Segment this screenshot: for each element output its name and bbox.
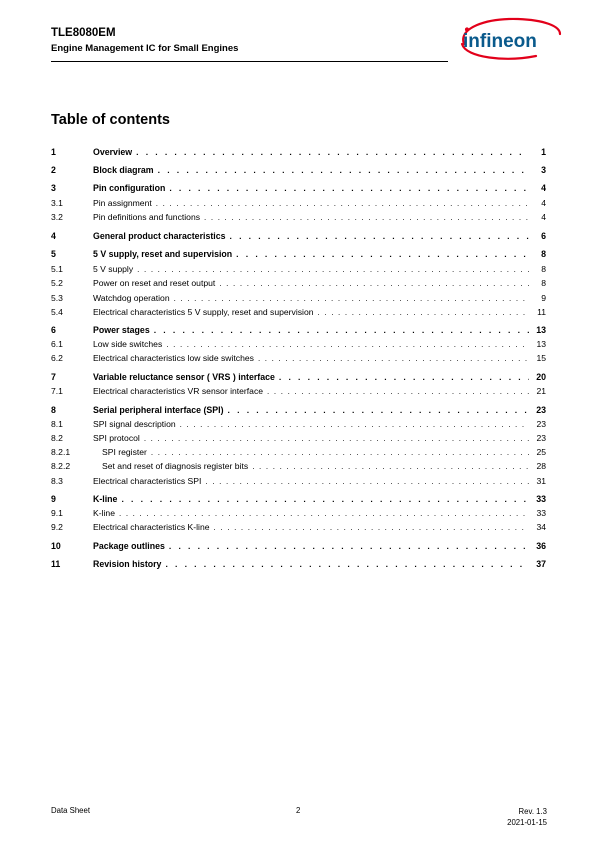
toc-entry[interactable] — [51, 164, 546, 176]
toc-entry-number: 6.1 — [51, 339, 63, 349]
toc-heading: Table of contents — [51, 112, 170, 128]
toc-entry[interactable] — [51, 493, 546, 505]
toc-entry-page: 23 — [536, 433, 546, 443]
toc-entry-number: 3.1 — [51, 198, 63, 208]
toc-entry-title[interactable]: Serial peripheral interface (SPI) — [93, 405, 224, 415]
toc-entry-number: 8.2.2 — [51, 461, 71, 471]
toc-entry[interactable] — [51, 211, 546, 223]
logo-text: infineon — [463, 31, 537, 52]
toc-entry-page: 36 — [536, 541, 546, 551]
toc-entry-title[interactable]: Electrical characteristics 5 V supply, reset and supervision — [93, 307, 314, 317]
toc-dot-leader — [158, 164, 529, 176]
toc-entry-number: 8.2 — [51, 433, 63, 443]
toc-entry-title[interactable]: Electrical characteristics K-line — [93, 522, 210, 532]
toc-dot-leader — [154, 324, 529, 336]
toc-entry-page: 25 — [536, 447, 546, 457]
infineon-logo — [456, 14, 564, 64]
toc-entry-number: 4 — [51, 231, 56, 241]
toc-entry[interactable] — [51, 182, 546, 194]
toc-entry-page: 23 — [536, 405, 546, 415]
toc-dot-leader — [214, 522, 529, 534]
toc-entry-title[interactable]: Pin assignment — [93, 198, 152, 208]
toc-entry-title[interactable]: 5 V supply, reset and supervision — [93, 249, 233, 259]
toc-entry-page: 6 — [541, 231, 546, 241]
header-rule — [51, 61, 448, 62]
toc-entry-title[interactable]: Low side switches — [93, 339, 163, 349]
toc-entry-number: 8.1 — [51, 419, 63, 429]
toc-entry-number: 10 — [51, 541, 61, 551]
toc-entry[interactable] — [51, 404, 546, 416]
toc-dot-leader — [144, 433, 529, 445]
toc-entry-page: 4 — [541, 183, 546, 193]
toc-entry-number: 8 — [51, 405, 56, 415]
toc-entry[interactable] — [51, 521, 546, 533]
toc-dot-leader — [258, 353, 529, 365]
toc-entry-number: 3.2 — [51, 212, 63, 222]
toc-entry-title[interactable]: General product characteristics — [93, 231, 226, 241]
toc-entry-page: 9 — [541, 293, 546, 303]
toc-entry-number: 5.1 — [51, 264, 63, 274]
toc-entry-page: 33 — [536, 494, 546, 504]
toc-entry[interactable] — [51, 324, 546, 336]
toc-entry-page: 21 — [536, 386, 546, 396]
toc-entry[interactable] — [51, 352, 546, 364]
toc-entry-page: 8 — [541, 264, 546, 274]
toc-entry-page: 4 — [541, 198, 546, 208]
toc-entry-number: 1 — [51, 147, 56, 157]
toc-entry-number: 5 — [51, 249, 56, 259]
document-subtitle: Engine Management IC for Small Engines — [51, 43, 239, 54]
toc-dot-leader — [236, 248, 529, 260]
toc-entry-number: 8.2.1 — [51, 447, 71, 457]
toc-entry-number: 5.3 — [51, 293, 63, 303]
toc-dot-leader — [230, 230, 530, 242]
toc-entry-page: 23 — [536, 419, 546, 429]
toc-entry[interactable] — [51, 263, 546, 275]
toc-dot-leader — [136, 146, 529, 158]
toc-entry-title[interactable]: K-line — [93, 508, 115, 518]
toc-entry-page: 8 — [541, 278, 546, 288]
toc-dot-leader — [151, 447, 529, 459]
toc-entry-title[interactable]: Power stages — [93, 325, 150, 335]
toc-entry[interactable] — [51, 475, 546, 487]
toc-entry-number: 5.4 — [51, 307, 63, 317]
toc-dot-leader — [204, 212, 529, 224]
toc-entry-number: 3 — [51, 183, 56, 193]
toc-entry-page: 33 — [536, 508, 546, 518]
document-title: TLE8080EM — [51, 27, 116, 39]
toc-entry-title[interactable]: Package outlines — [93, 541, 165, 551]
toc-entry-title[interactable]: Watchdog operation — [93, 293, 170, 303]
footer-revision-block — [507, 806, 547, 828]
toc-entry[interactable] — [51, 338, 546, 350]
toc-entry-page: 20 — [536, 372, 546, 382]
toc-entry-number: 8.3 — [51, 476, 63, 486]
toc-entry-number: 9.1 — [51, 508, 63, 518]
toc-dot-leader — [318, 307, 529, 319]
toc-entry[interactable] — [51, 197, 546, 209]
toc-entry-title[interactable]: K-line — [93, 494, 118, 504]
toc-entry-title[interactable]: Revision history — [93, 559, 162, 569]
toc-entry-title[interactable]: Electrical characteristics SPI — [93, 476, 202, 486]
toc-dot-leader — [169, 540, 529, 552]
toc-entry-page: 28 — [536, 461, 546, 471]
toc-entry-page: 4 — [541, 212, 546, 222]
toc-entry-page: 8 — [541, 249, 546, 259]
toc-entry-page: 34 — [536, 522, 546, 532]
toc-entry[interactable] — [51, 230, 546, 242]
toc-dot-leader — [174, 293, 529, 305]
footer-revision: Rev. 1.3 — [518, 807, 547, 816]
toc-entry-title[interactable]: Block diagram — [93, 165, 154, 175]
toc-dot-leader — [165, 558, 529, 570]
footer-doc-type: Data Sheet — [51, 806, 91, 815]
toc-entry-title[interactable]: Set and reset of diagnosis register bits — [102, 461, 249, 471]
toc-entry[interactable] — [51, 558, 546, 570]
toc-entry-number: 6 — [51, 325, 56, 335]
toc-entry-number: 2 — [51, 165, 56, 175]
toc-entry[interactable] — [51, 248, 546, 260]
toc-entry-title[interactable]: Electrical characteristics VR sensor interface — [93, 386, 264, 396]
toc-dot-leader — [137, 264, 529, 276]
toc-entry-number: 7 — [51, 372, 56, 382]
toc-entry[interactable] — [51, 507, 546, 519]
toc-entry[interactable] — [51, 540, 546, 552]
toc-dot-leader — [279, 371, 529, 383]
footer-page-number: 2 — [296, 806, 301, 815]
toc-entry-page: 31 — [536, 476, 546, 486]
toc-entry-number: 11 — [51, 559, 61, 569]
toc-dot-leader — [267, 386, 529, 398]
toc-entry[interactable] — [51, 418, 546, 430]
toc-entry-number: 9 — [51, 494, 56, 504]
toc-entry[interactable] — [51, 292, 546, 304]
toc-dot-leader — [169, 182, 529, 194]
toc-entry-number: 7.1 — [51, 386, 63, 396]
toc-entry[interactable] — [51, 460, 546, 472]
toc-entry-page: 3 — [541, 165, 546, 175]
toc-dot-leader — [219, 278, 529, 290]
toc-entry[interactable] — [51, 371, 546, 383]
toc-entry-title[interactable]: Variable reluctance sensor ( VRS ) interface — [93, 372, 275, 382]
toc-entry[interactable] — [51, 385, 546, 397]
toc-entry-title[interactable]: Electrical characteristics low side switches — [93, 353, 254, 363]
toc-entry[interactable] — [51, 277, 546, 289]
toc-entry-title[interactable]: Pin definitions and functions — [93, 212, 201, 222]
toc-dot-leader — [121, 493, 529, 505]
toc-entry-page: 1 — [541, 147, 546, 157]
toc-entry[interactable] — [51, 446, 546, 458]
toc-entry-page: 11 — [537, 307, 546, 317]
toc-dot-leader — [156, 198, 529, 210]
toc-entry-number: 9.2 — [51, 522, 63, 532]
toc-dot-leader — [228, 404, 529, 416]
toc-entry-number: 5.2 — [51, 278, 63, 288]
toc-entry-title[interactable]: SPI protocol — [93, 433, 140, 443]
toc-dot-leader — [205, 476, 529, 488]
toc-entry-page: 13 — [536, 325, 546, 335]
toc-entry-title[interactable]: SPI register — [102, 447, 147, 457]
toc-entry-number: 6.2 — [51, 353, 63, 363]
toc-entry[interactable] — [51, 146, 546, 158]
toc-entry-page: 37 — [536, 559, 546, 569]
toc-dot-leader — [252, 461, 529, 473]
toc-dot-leader — [119, 508, 529, 520]
toc-entry-title[interactable]: Power on reset and reset output — [93, 278, 216, 288]
toc-dot-leader — [180, 419, 529, 431]
footer-date: 2021-01-15 — [507, 818, 547, 827]
toc-entry[interactable] — [51, 432, 546, 444]
toc-entry-title[interactable]: SPI signal description — [93, 419, 176, 429]
toc-entry-title[interactable]: Pin configuration — [93, 183, 166, 193]
toc-entry[interactable] — [51, 306, 546, 318]
toc-entry-title[interactable]: Overview — [93, 147, 133, 157]
toc-entry-page: 13 — [536, 339, 546, 349]
toc-dot-leader — [166, 339, 529, 351]
toc-entry-page: 15 — [536, 353, 546, 363]
toc-entry-title[interactable]: 5 V supply — [93, 264, 134, 274]
